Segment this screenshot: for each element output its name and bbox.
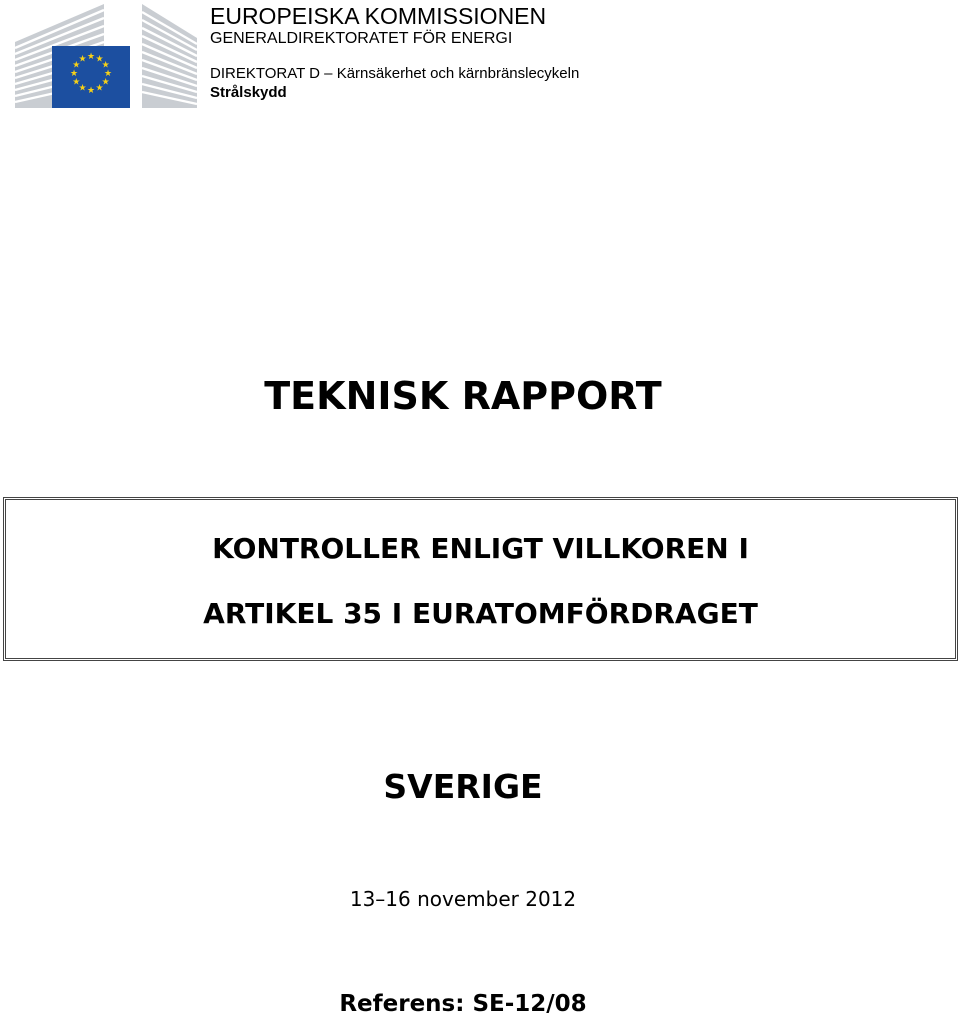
svg-text:★: ★ — [78, 83, 87, 94]
svg-text:★: ★ — [78, 54, 87, 65]
agency-name: EUROPEISKA KOMMISSIONEN — [210, 3, 547, 29]
unit-name: Strålskydd — [210, 84, 287, 101]
inspection-dates: 13–16 november 2012 — [349, 887, 577, 911]
svg-text:★: ★ — [101, 77, 110, 88]
svg-text:★: ★ — [95, 83, 104, 94]
document-header — [0, 0, 960, 120]
svg-text:★: ★ — [86, 52, 96, 62]
european-commission-logo-icon — [12, 2, 202, 112]
svg-text:★: ★ — [101, 60, 110, 71]
svg-text:★: ★ — [72, 60, 81, 71]
report-type-heading: TEKNISK RAPPORT — [264, 374, 662, 418]
directorate-general-name: GENERALDIREKTORATET FÖR ENERGI — [210, 30, 513, 47]
svg-text:★: ★ — [103, 69, 113, 79]
directorate-name: DIREKTORAT D – Kärnsäkerhet och kärnbränslecykeln — [210, 65, 580, 82]
document-reference: Referens: SE-12/08 — [339, 991, 587, 1017]
report-title-line-2: ARTIKEL 35 I EURATOMFÖRDRAGET — [203, 597, 758, 630]
svg-text:★: ★ — [86, 86, 96, 96]
svg-text:★: ★ — [72, 77, 81, 88]
country-heading: SVERIGE — [383, 767, 543, 806]
report-title-line-1: KONTROLLER ENLIGT VILLKOREN I — [212, 532, 749, 565]
svg-text:★: ★ — [69, 69, 79, 79]
report-title-box — [3, 497, 958, 661]
svg-text:★: ★ — [95, 54, 104, 65]
